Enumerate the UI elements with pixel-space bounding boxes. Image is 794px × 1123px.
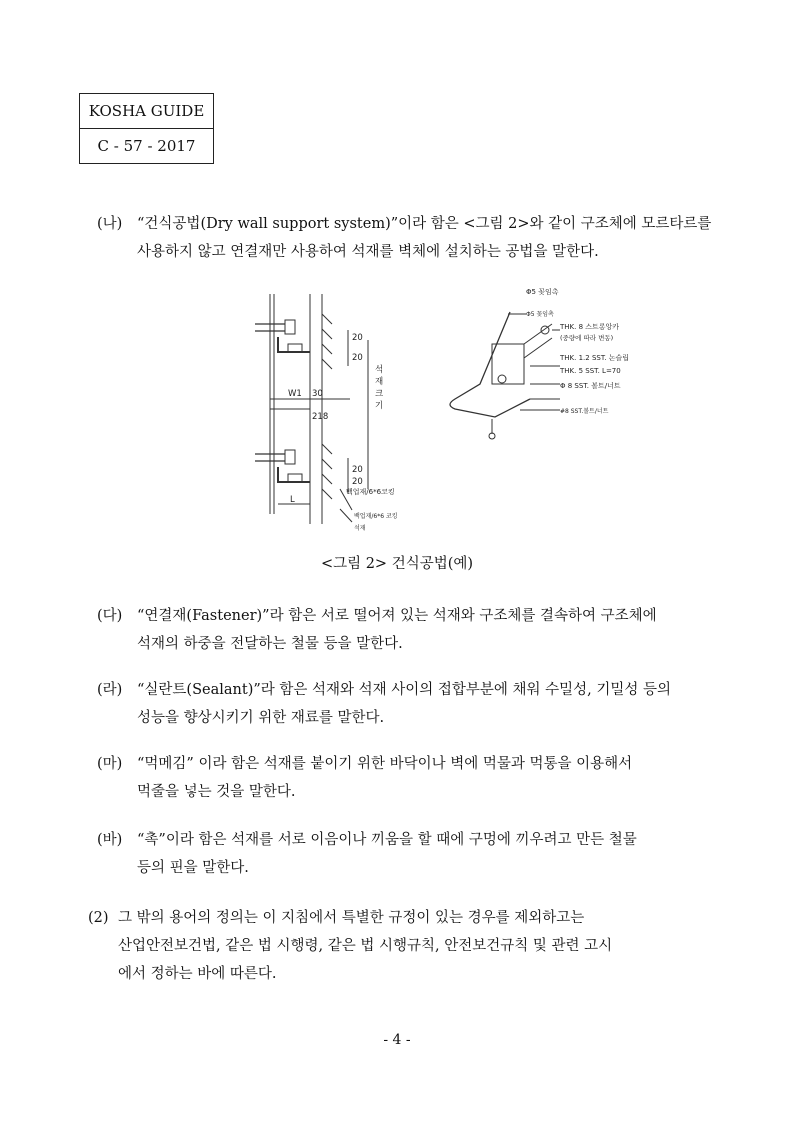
dim-label: 20	[352, 465, 363, 475]
stone-size-label: 재	[375, 377, 384, 387]
item-text: 먹줄을 넣는 것을 말한다.	[137, 784, 296, 800]
dim-label: 20	[352, 477, 363, 487]
stone-size-label: 석	[375, 365, 384, 375]
item-mark: (다)	[97, 608, 123, 624]
dim-label: L	[290, 495, 295, 505]
definition-ma	[97, 750, 719, 806]
item-text: 석재의 하중을 전달하는 철물 등을 말한다.	[137, 636, 403, 652]
pin-label-top: Φ5 꽂임촉	[526, 288, 559, 296]
item-text: 사용하지 않고 연결재만 사용하여 석재를 벽체에 설치하는 공법을 말한다.	[137, 244, 599, 260]
guide-id-box	[79, 93, 214, 164]
figure-dry-wall	[230, 284, 650, 534]
item-text: “건식공법(Dry wall support system)”이라 함은 <그림 2>와 같이 구조체에 모르타르를	[137, 216, 712, 232]
stone-size-label: 크	[375, 389, 384, 399]
dim-label: 218	[312, 412, 329, 422]
item-mark: (바)	[97, 832, 123, 848]
item-text: 산업안전보건법, 같은 법 시행령, 같은 법 시행규칙, 안전보건규칙 및 관련 고시	[118, 938, 613, 954]
dim-label: W1	[288, 389, 302, 399]
item-mark: (나)	[97, 216, 123, 232]
definition-na	[97, 210, 719, 266]
definition-da	[97, 602, 719, 658]
figure-caption: <그림 2> 건식공법(예)	[320, 556, 474, 572]
item-mark: (라)	[97, 682, 123, 698]
nonslip-label: THK. 1.2 SST. 논슬립	[560, 354, 630, 362]
item-text: 그 밖의 용어의 정의는 이 지침에서 특별한 규정이 있는 경우를 제외하고는	[118, 910, 585, 926]
item-mark: (마)	[97, 756, 123, 772]
backup-label: 백업재/6*6코킹	[346, 488, 395, 496]
dry-wall-diagram	[230, 284, 650, 534]
definition-ra	[97, 676, 719, 732]
plate-label: THK. 5 SST. L=70	[560, 367, 621, 375]
guide-code: C - 57 - 2017	[80, 128, 213, 163]
bolt-label: Φ 8 SST. 볼트/너트	[560, 382, 621, 390]
definition-two	[88, 904, 719, 988]
item-text: “실란트(Sealant)”라 함은 석재와 석재 사이의 접합부분에 채워 수밀성, 기밀성 등의	[137, 682, 672, 698]
definition-ba	[97, 826, 719, 882]
dim-label: 30	[312, 389, 323, 399]
item-text: “연결재(Fastener)”라 함은 서로 떨어져 있는 석재와 구조체를 결속하여 구조체에	[137, 608, 657, 624]
item-text: “촉”이라 함은 석재를 서로 이음이나 끼움을 할 때에 구멍에 끼우려고 만든 철물	[137, 832, 637, 848]
dim-label: 20	[352, 333, 363, 343]
guide-title: KOSHA GUIDE	[88, 102, 205, 120]
item-text: “먹메김” 이라 함은 석재를 붙이기 위한 바닥이나 벽에 먹물과 먹통을 이용해서	[137, 756, 633, 772]
dim-label: 20	[352, 353, 363, 363]
item-mark: (2)	[88, 910, 109, 926]
stone-label: 석재	[354, 525, 366, 532]
pin-label: Φ5 꽂임촉	[526, 311, 554, 318]
anchor-note: (중량에 따라 변동)	[560, 334, 614, 342]
anchor-label: THK. 8 스트롱앙카	[560, 323, 620, 331]
item-text: 성능을 향상시키기 위한 재료를 말한다.	[137, 710, 385, 726]
page-number: - 4 -	[383, 1032, 411, 1048]
item-text: 에서 정하는 바에 따른다.	[118, 966, 277, 982]
backup-label-small: 백업재/6*6 코킹	[354, 513, 398, 520]
bolt-label-small: #8 SST.볼트/너트	[560, 408, 609, 415]
stone-size-label: 기	[375, 401, 384, 411]
item-text: 등의 핀을 말한다.	[137, 860, 249, 876]
